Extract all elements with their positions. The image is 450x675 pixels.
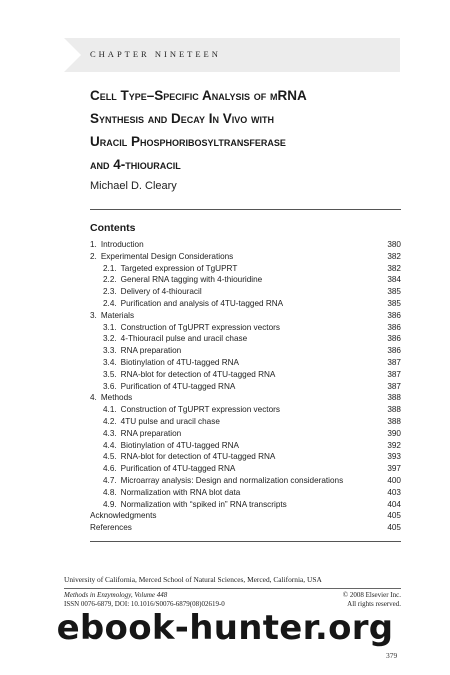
toc-entry-page: 387 bbox=[387, 381, 401, 391]
toc-entry-label: Delivery of 4-thiouracil bbox=[120, 287, 202, 297]
toc-entry-number: 3.6. bbox=[103, 381, 117, 391]
chapter-label: CHAPTER NINETEEN bbox=[90, 49, 221, 59]
chapter-banner-notch bbox=[64, 38, 81, 72]
toc-entry-number: 4.3. bbox=[103, 428, 117, 438]
toc-entry-number: 4.6. bbox=[103, 464, 117, 474]
toc-entry-page: 387 bbox=[387, 357, 401, 367]
toc-entry-title bbox=[90, 392, 132, 404]
divider-bottom bbox=[90, 541, 401, 542]
toc-entry-number: 1. bbox=[90, 240, 97, 249]
toc-entry[interactable] bbox=[90, 381, 401, 393]
copyright: © 2008 Elsevier Inc. bbox=[342, 591, 401, 599]
toc-entry-title bbox=[90, 510, 156, 522]
toc-entry-title bbox=[103, 440, 239, 452]
toc-entry-title bbox=[90, 251, 233, 263]
toc-entry-label: Biotinylation of 4TU-tagged RNA bbox=[120, 357, 239, 367]
toc-entry-page: 403 bbox=[387, 487, 401, 497]
toc-entry-number: 3.5. bbox=[103, 369, 117, 379]
toc-entry[interactable] bbox=[90, 298, 401, 310]
toc-entry-number: 4.8. bbox=[103, 487, 117, 497]
toc-entry[interactable] bbox=[90, 510, 401, 522]
toc-entry-page: 385 bbox=[387, 287, 401, 297]
divider-top bbox=[90, 209, 401, 210]
toc-entry-number: 2.1. bbox=[103, 263, 117, 273]
toc-entry-number: 4.7. bbox=[103, 475, 117, 485]
toc-entry-number: 2.4. bbox=[103, 298, 117, 308]
toc-entry-page: 382 bbox=[387, 251, 401, 261]
issn-doi: ISSN 0076-6879, DOI: 10.1016/S0076-6879(08)02619-0 bbox=[64, 600, 225, 608]
toc-entry-number: 2.3. bbox=[103, 287, 117, 297]
toc-entry-label: Targeted expression of TgUPRT bbox=[120, 263, 238, 273]
author-name: Michael D. Cleary bbox=[90, 180, 177, 192]
toc-entry-title bbox=[103, 333, 247, 345]
toc-entry-page: 400 bbox=[387, 475, 401, 485]
title-line: Cell Type–Specific Analysis of mRNA bbox=[90, 88, 307, 103]
toc-entry[interactable] bbox=[90, 404, 401, 416]
toc-entry-title bbox=[90, 310, 134, 322]
toc-entry[interactable] bbox=[90, 451, 401, 463]
contents-heading: Contents bbox=[90, 222, 136, 234]
toc-entry-page: 386 bbox=[387, 346, 401, 356]
toc-entry[interactable] bbox=[90, 440, 401, 452]
toc-entry-label: Experimental Design Considerations bbox=[100, 251, 234, 261]
toc-entry-number: 3.3. bbox=[103, 346, 117, 356]
toc-entry-page: 397 bbox=[387, 464, 401, 474]
toc-entry-number: 3.2. bbox=[103, 334, 117, 344]
toc-entry-page: 384 bbox=[387, 275, 401, 285]
affiliation: University of California, Merced School of Natural Sciences, Merced, California, USA bbox=[64, 575, 322, 584]
toc-entry-page: 388 bbox=[387, 393, 401, 403]
toc-entry[interactable] bbox=[90, 522, 401, 534]
toc-entry-page: 380 bbox=[387, 240, 401, 249]
page-number: 379 bbox=[386, 651, 398, 660]
toc-entry-title bbox=[103, 404, 280, 416]
toc-entry-page: 393 bbox=[387, 452, 401, 462]
toc-entry-title bbox=[103, 286, 202, 298]
toc-entry-label: RNA-blot for detection of 4TU-tagged RNA bbox=[120, 452, 276, 462]
toc-entry[interactable] bbox=[90, 333, 401, 345]
toc-entry-number: 2.2. bbox=[103, 275, 117, 285]
toc-entry-number: 2. bbox=[90, 251, 97, 261]
toc-entry[interactable] bbox=[90, 475, 401, 487]
toc-entry-label: Purification and analysis of 4TU-tagged RNA bbox=[120, 298, 284, 308]
toc-entry-page: 382 bbox=[387, 263, 401, 273]
toc-entry-page: 386 bbox=[387, 334, 401, 344]
toc-entry-label: RNA preparation bbox=[120, 346, 182, 356]
toc-entry-title bbox=[103, 274, 262, 286]
toc-entry-label: Methods bbox=[100, 393, 133, 403]
toc-entry-label: RNA preparation bbox=[120, 428, 182, 438]
toc-entry-title bbox=[103, 428, 181, 440]
table-of-contents bbox=[90, 239, 401, 534]
toc-entry-number: 4. bbox=[90, 393, 97, 403]
toc-entry-label: Construction of TgUPRT expression vectors bbox=[120, 322, 280, 332]
toc-entry-page: 405 bbox=[387, 523, 401, 533]
toc-entry-title bbox=[103, 451, 275, 463]
toc-entry-title bbox=[103, 381, 235, 393]
toc-entry[interactable] bbox=[90, 416, 401, 428]
toc-entry-label: Purification of 4TU-tagged RNA bbox=[120, 464, 236, 474]
title-line: Synthesis and Decay In Vivo with bbox=[90, 111, 274, 126]
toc-entry[interactable] bbox=[90, 239, 401, 251]
toc-entry-page: 387 bbox=[387, 369, 401, 379]
toc-entry-label: Biotinylation of 4TU-tagged RNA bbox=[120, 440, 239, 450]
toc-entry[interactable] bbox=[90, 263, 401, 275]
footer-line-journal bbox=[64, 591, 401, 599]
toc-entry[interactable] bbox=[90, 322, 401, 334]
toc-entry[interactable] bbox=[90, 392, 401, 404]
toc-entry-label: Normalization with RNA blot data bbox=[120, 487, 241, 497]
title-line: and 4-thiouracil bbox=[90, 157, 181, 172]
toc-entry-label: Materials bbox=[100, 310, 135, 320]
toc-entry-title bbox=[103, 298, 283, 310]
toc-entry[interactable] bbox=[90, 487, 401, 499]
toc-entry-number: 4.9. bbox=[103, 499, 117, 509]
toc-entry-page: 405 bbox=[387, 511, 401, 521]
toc-entry-label: Introduction bbox=[100, 240, 144, 249]
toc-entry-page: 388 bbox=[387, 416, 401, 426]
toc-entry-label: General RNA tagging with 4-thiouridine bbox=[120, 275, 263, 285]
toc-entry-number: 3.4. bbox=[103, 357, 117, 367]
toc-entry[interactable] bbox=[90, 310, 401, 322]
watermark: ebook-hunter.org bbox=[56, 608, 394, 648]
toc-entry-page: 404 bbox=[387, 499, 401, 509]
toc-entry-label: 4TU pulse and uracil chase bbox=[120, 416, 220, 426]
toc-entry-page: 390 bbox=[387, 428, 401, 438]
toc-entry-label: Normalization with “spiked in” RNA transcripts bbox=[120, 499, 287, 509]
rights: All rights reserved. bbox=[347, 600, 401, 608]
toc-entry-label: Microarray analysis: Design and normalization considerations bbox=[120, 475, 344, 485]
toc-entry[interactable] bbox=[90, 428, 401, 440]
toc-entry-number: 4.4. bbox=[103, 440, 117, 450]
toc-entry-label: Purification of 4TU-tagged RNA bbox=[120, 381, 236, 391]
footer-rule bbox=[64, 588, 401, 589]
toc-entry[interactable] bbox=[90, 357, 401, 369]
journal-name: Methods in Enzymology, Volume 448 bbox=[64, 591, 168, 599]
toc-entry-label: References bbox=[90, 523, 132, 533]
toc-entry-title bbox=[103, 416, 220, 428]
chapter-title bbox=[90, 84, 410, 176]
toc-entry-title bbox=[103, 345, 181, 357]
toc-entry-title bbox=[103, 487, 240, 499]
toc-entry-title bbox=[90, 239, 144, 251]
toc-entry-title bbox=[103, 263, 237, 275]
toc-entry-title bbox=[90, 522, 132, 534]
toc-entry-title bbox=[103, 499, 287, 511]
toc-entry-page: 392 bbox=[387, 440, 401, 450]
toc-entry-number: 3. bbox=[90, 310, 97, 320]
toc-entry[interactable] bbox=[90, 499, 401, 511]
toc-entry-page: 385 bbox=[387, 298, 401, 308]
title-line: Uracil Phosphoribosyltransferase bbox=[90, 134, 286, 149]
toc-entry-number: 4.2. bbox=[103, 416, 117, 426]
toc-entry[interactable] bbox=[90, 286, 401, 298]
toc-entry-number: 4.5. bbox=[103, 452, 117, 462]
toc-entry-label: Construction of TgUPRT expression vectors bbox=[120, 405, 280, 415]
toc-entry-title bbox=[103, 322, 280, 334]
toc-entry-page: 386 bbox=[387, 322, 401, 332]
toc-entry-label: RNA-blot for detection of 4TU-tagged RNA bbox=[120, 369, 276, 379]
toc-entry-title bbox=[103, 475, 343, 487]
toc-entry-number: 3.1. bbox=[103, 322, 117, 332]
toc-entry-title bbox=[103, 463, 235, 475]
toc-entry[interactable] bbox=[90, 251, 401, 263]
toc-entry-title bbox=[103, 357, 239, 369]
toc-entry-label: Acknowledgments bbox=[90, 511, 157, 521]
toc-entry[interactable] bbox=[90, 345, 401, 357]
toc-entry[interactable] bbox=[90, 274, 401, 286]
toc-entry[interactable] bbox=[90, 369, 401, 381]
toc-entry-label: 4-Thiouracil pulse and uracil chase bbox=[120, 334, 248, 344]
toc-entry-page: 388 bbox=[387, 405, 401, 415]
toc-entry-title bbox=[103, 369, 275, 381]
footer-line-issn bbox=[64, 600, 401, 608]
toc-entry-page: 386 bbox=[387, 310, 401, 320]
toc-entry[interactable] bbox=[90, 463, 401, 475]
toc-entry-number: 4.1. bbox=[103, 405, 117, 415]
